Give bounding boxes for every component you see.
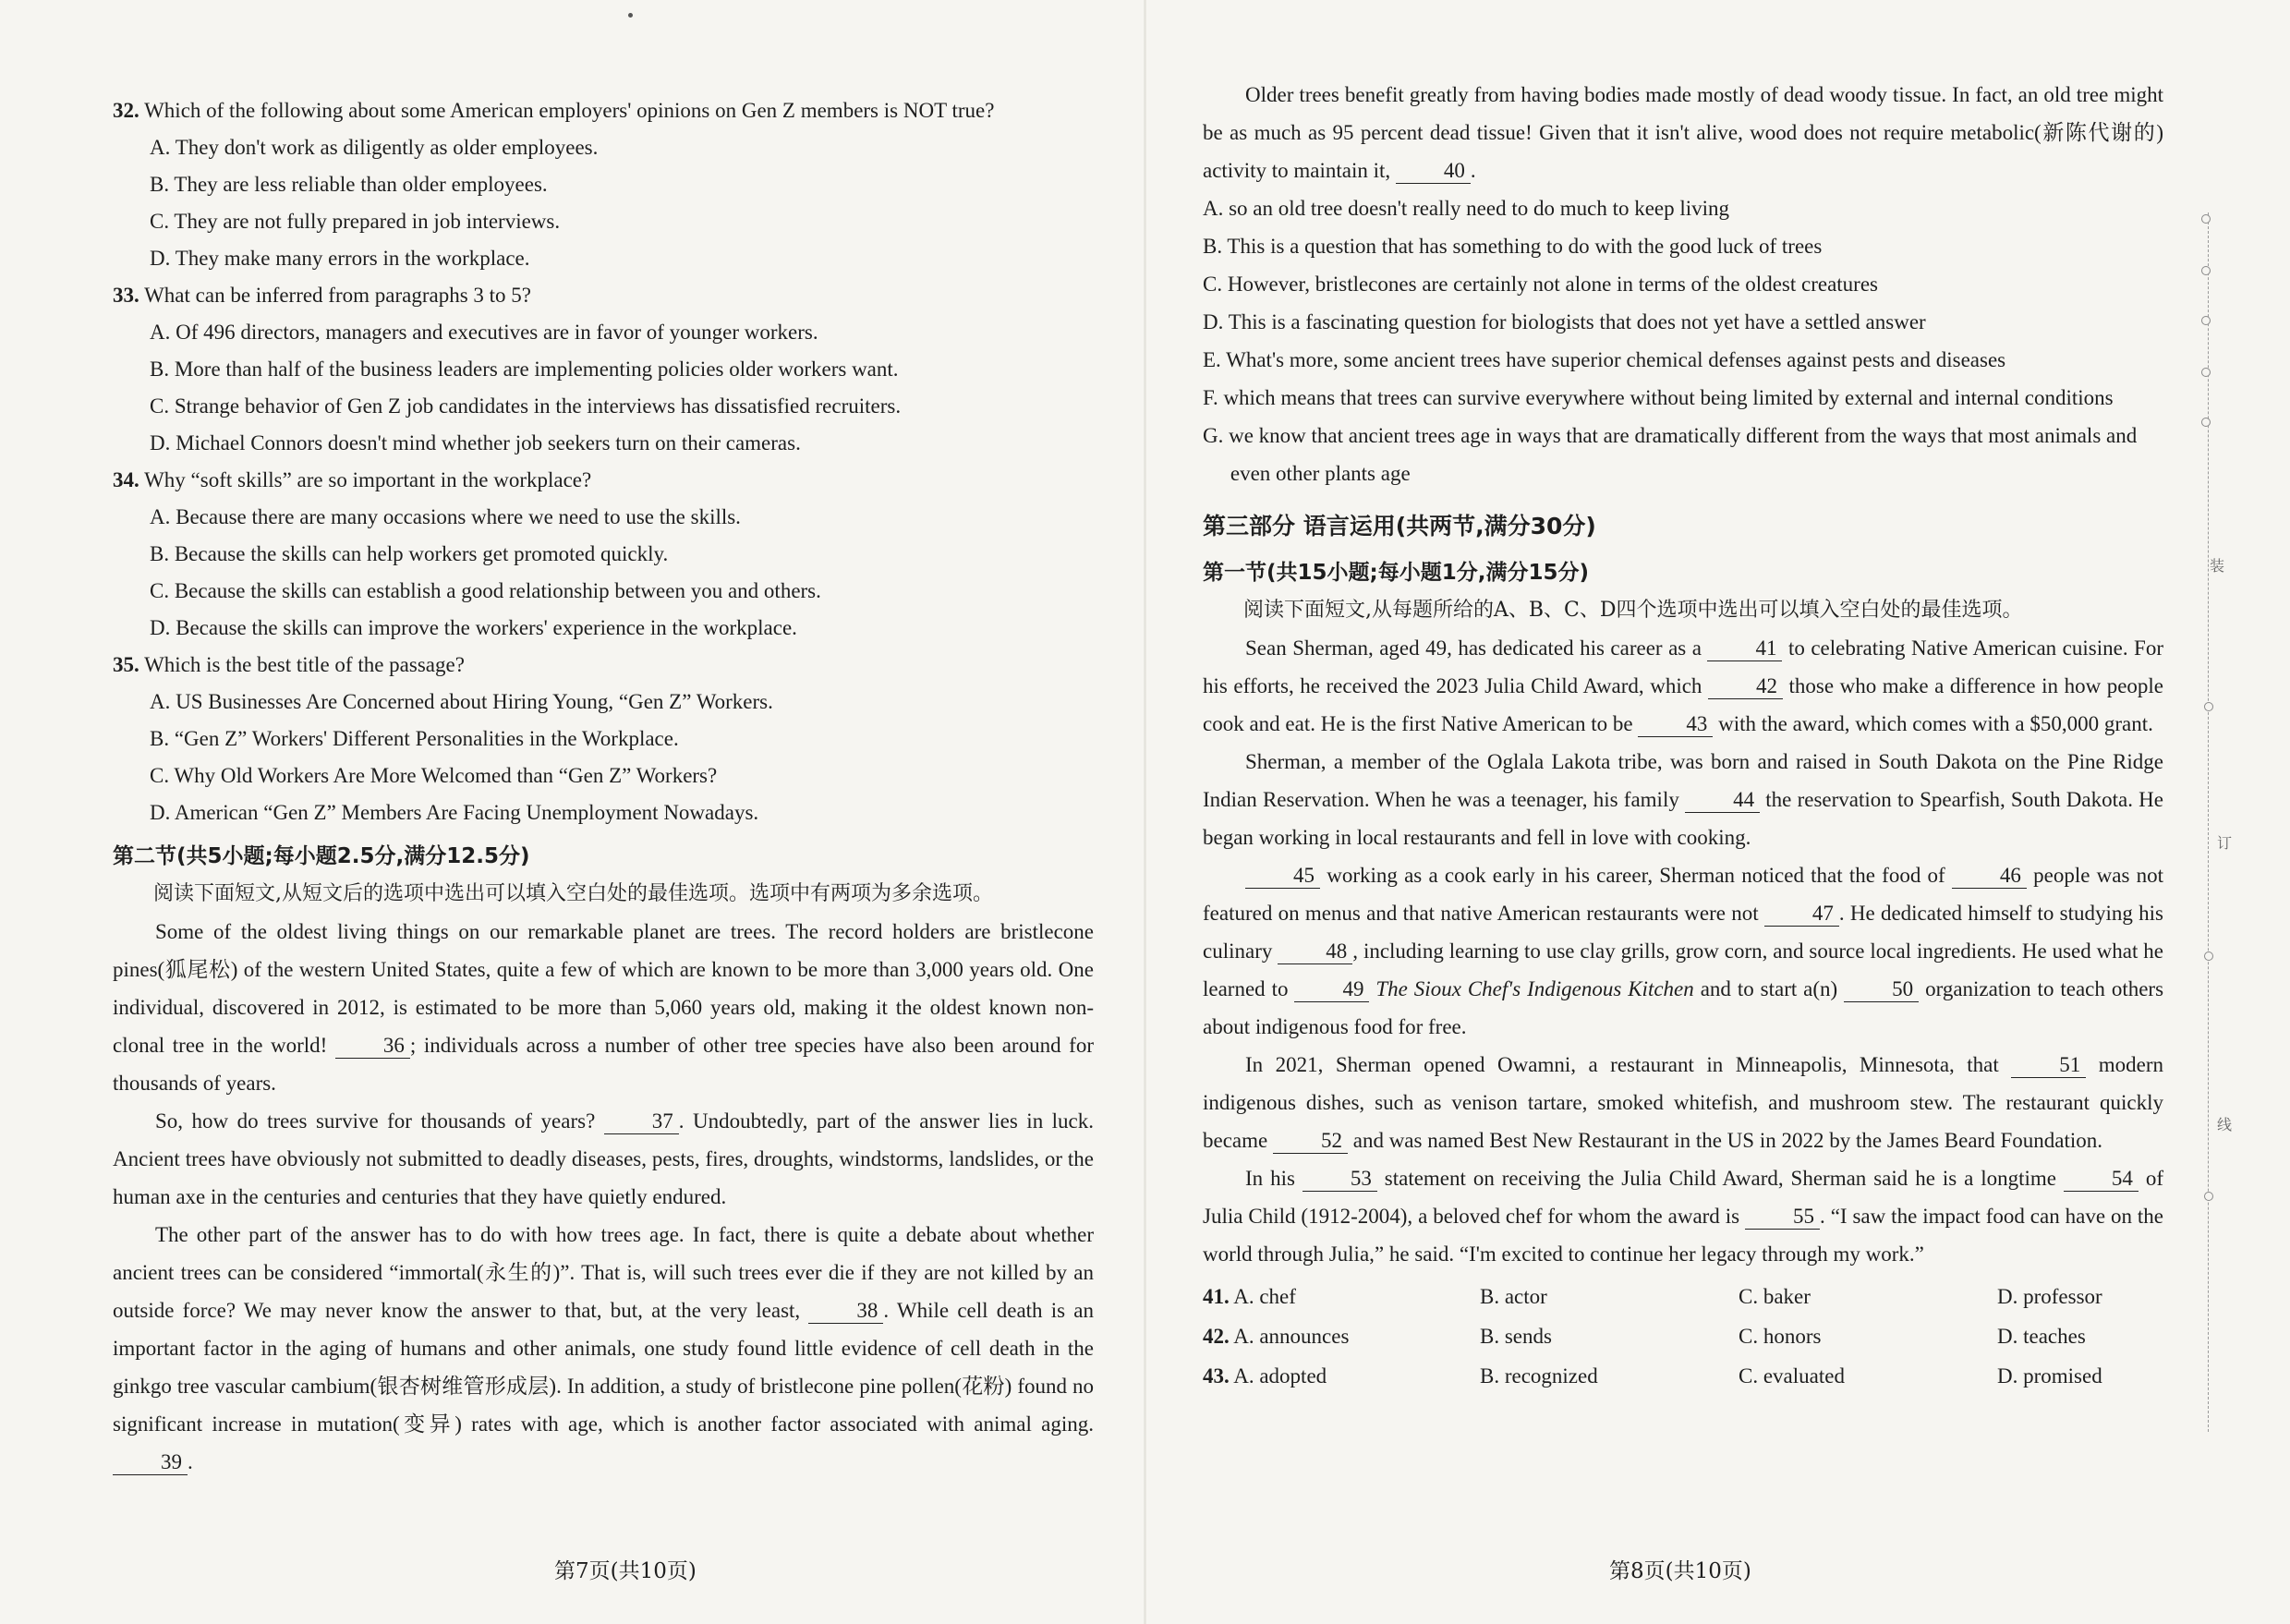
mc-42-b: B. sends [1480, 1325, 1552, 1348]
mc-number: 42. [1203, 1325, 1230, 1348]
paragraph-text: statement on receiving the Julia Child Award, Sherman said he is a longtime [1384, 1167, 2056, 1190]
blank-51: 51 [2011, 1053, 2086, 1078]
paragraph-text: . [1470, 159, 1476, 182]
section-1-instruction: 阅读下面短文,从每题所给的A、B、C、D四个选项中选出可以填入空白处的最佳选项。 [1243, 599, 2023, 622]
blank-39: 39 [113, 1450, 188, 1475]
paragraph-text: . [188, 1450, 193, 1473]
question-stem: Which is the best title of the passage? [144, 653, 465, 676]
passage-paragraph-1 [113, 913, 1094, 1102]
option-34a: A. Because there are many occasions where we need to use the skills. [150, 505, 741, 528]
choice-b: B. This is a question that has something to do with the good luck of trees [1203, 235, 1823, 258]
left-page-footer: 第7页(共10页) [554, 1559, 697, 1583]
blank-48: 48 [1278, 939, 1352, 964]
blank-53: 53 [1303, 1167, 1377, 1192]
option-35d: D. American “Gen Z” Members Are Facing Unemployment Nowadays. [150, 801, 759, 824]
binding-label: 装 [2210, 557, 2225, 575]
choice-e: E. What's more, some ancient trees have superior chemical defenses against pests and diseases [1203, 348, 2006, 371]
binding-hole-icon [2201, 316, 2211, 325]
cloze-paragraph-2 [1203, 743, 2163, 856]
option-32c: C. They are not fully prepared in job interviews. [150, 210, 561, 233]
paragraph-text: working as a cook early in his career, Sherman noticed that the food of [1327, 864, 1945, 887]
paragraph-text: In his [1245, 1167, 1295, 1190]
choice-c: C. However, bristlecones are certainly not alone in terms of the oldest creatures [1203, 273, 1878, 296]
blank-37: 37 [604, 1109, 679, 1134]
cloze-paragraph-4 [1203, 1046, 2163, 1159]
paragraph-text: The other part of the answer has to do with how trees age. In fact, there is quite a debate about whether ancient trees can be considered “immortal(永生的)”. That is, will such trees ever die if they are not killed by an outside force? We may never know the answer to that, but, at the very least, [113, 1223, 1094, 1322]
part-3-title: 第三部分 语言运用(共两节,满分30分) [1203, 513, 1596, 539]
passage-paragraph-3 [113, 1216, 1094, 1481]
mc-option: A. chef [1233, 1285, 1296, 1308]
choice-g: G. we know that ancient trees age in ways that are dramatically different from the ways that most animals and even other plants age [1203, 424, 2138, 485]
paragraph-text: those who make a difference in how people cook and eat. He is the first Native American to be [1203, 674, 2164, 735]
binding-hole-icon [2201, 368, 2211, 377]
option-32a: A. They don't work as diligently as older employees. [150, 136, 599, 159]
paragraph-text: of Julia Child (1912-2004), a beloved chef for whom the award is [1203, 1167, 2163, 1228]
binding-hole-icon [2204, 951, 2213, 961]
question-35 [113, 647, 1094, 684]
paragraph-text: the reservation to Spearfish, South Dakota. He began working in local restaurants and fell in love with cooking. [1203, 788, 2164, 849]
paragraph-text: In 2021, Sherman opened Owamni, a restaurant in Minneapolis, Minnesota, that [1245, 1053, 1999, 1076]
option-33d: D. Michael Connors doesn't mind whether job seekers turn on their cameras. [150, 431, 801, 454]
left-page-content [113, 92, 1094, 1481]
cloze-paragraph-1 [1203, 629, 2163, 743]
choice-d: D. This is a fascinating question for biologists that does not yet have a settled answer [1203, 310, 1926, 333]
binding-dashed-line [2208, 212, 2209, 1432]
blank-36: 36 [335, 1034, 410, 1059]
blank-41: 41 [1707, 636, 1782, 661]
binding-label: 订 [2217, 834, 2233, 852]
question-33 [113, 277, 1094, 314]
question-32 [113, 92, 1094, 129]
section-2-instruction: 阅读下面短文,从短文后的选项中选出可以填入空白处的最佳选项。选项中有两项为多余选项。 [153, 882, 993, 905]
blank-52: 52 [1273, 1129, 1348, 1154]
blank-55: 55 [1745, 1205, 1820, 1230]
mc-43-c: C. evaluated [1739, 1364, 1845, 1388]
blank-54: 54 [2064, 1167, 2139, 1192]
mc-option: A. adopted [1233, 1364, 1327, 1388]
choice-a: A. so an old tree doesn't really need to do much to keep living [1203, 197, 1730, 220]
question-34 [113, 462, 1094, 499]
right-page-footer: 第8页(共10页) [1609, 1559, 1751, 1583]
binding-label: 线 [2217, 1116, 2233, 1133]
blank-38: 38 [808, 1299, 883, 1324]
mc-43-a [1203, 1356, 1480, 1396]
choice-f: F. which means that trees can survive everywhere without being limited by external and internal conditions [1203, 386, 2114, 409]
mc-43-d: D. promised [1997, 1364, 2102, 1388]
paragraph-text: . He dedicated himself to studying his culinary [1203, 902, 2163, 963]
blank-49: 49 [1294, 977, 1369, 1002]
passage-paragraph-2 [113, 1102, 1094, 1216]
book-title: The Sioux Chef's Indigenous Kitchen [1375, 977, 1694, 1000]
paragraph-text: to celebrating Native American cuisine. For his efforts, he received the 2023 Julia Child Award, which [1203, 636, 2164, 697]
blank-42: 42 [1708, 674, 1783, 699]
mc-option: A. announces [1233, 1325, 1350, 1348]
cloze-paragraph-5 [1203, 1159, 2163, 1273]
right-page-content [1203, 76, 2163, 1396]
mc-41-a [1203, 1277, 1480, 1316]
paragraph-text: . “I saw the impact food can have on the world through Julia,” he said. “I'm excited to continue her legacy through my work.” [1203, 1205, 2164, 1266]
paragraph-text: Some of the oldest living things on our remarkable planet are trees. The record holders are bristlecone pines(狐尾松) of the western United States, quite a few of which are known to be more than 3,000 years old. One individual, discovered in 2012, is estimated to be more than 5,060 years old, making it the oldest known non-clonal tree in the world! [113, 920, 1094, 1057]
passage-paragraph-4 [1203, 76, 2163, 189]
option-32d: D. They make many errors in the workplace. [150, 247, 530, 270]
paragraph-text: . Undoubtedly, part of the answer lies in luck. Ancient trees have obviously not submitted to deadly diseases, pests, fires, droughts, windstorms, landslides, or the human axe in the centuries and centuries that they have quietly endured. [113, 1109, 1095, 1208]
mc-42-d: D. teaches [1997, 1325, 2086, 1348]
option-33a: A. Of 496 directors, managers and executives are in favor of younger workers. [150, 321, 818, 344]
blank-43: 43 [1638, 712, 1713, 737]
cloze-options [1203, 1277, 2163, 1396]
mc-number: 43. [1203, 1364, 1230, 1388]
blank-40: 40 [1396, 159, 1471, 184]
paragraph-text: people was not featured on menus and that native American restaurants were not [1203, 864, 2164, 925]
question-number: 35. [113, 653, 139, 676]
paragraph-text: and to start a(n) [1700, 977, 1838, 1000]
section-1-title: 第一节(共15小题;每小题1分,满分15分) [1203, 561, 1589, 585]
option-33b: B. More than half of the business leaders are implementing policies older workers want. [150, 358, 899, 381]
paragraph-text: with the award, which comes with a $50,000 grant. [1718, 712, 2153, 735]
mc-41-b: B. actor [1480, 1285, 1547, 1308]
question-stem: Why “soft skills” are so important in the workplace? [144, 468, 592, 491]
page-fold [1144, 0, 1146, 1624]
option-35a: A. US Businesses Are Concerned about Hiring Young, “Gen Z” Workers. [150, 690, 773, 713]
binding-hole-icon [2204, 702, 2213, 711]
blank-46: 46 [1952, 864, 2027, 889]
mc-41-d: D. professor [1997, 1285, 2102, 1308]
option-33c: C. Strange behavior of Gen Z job candidates in the interviews has dissatisfied recruiters. [150, 394, 902, 418]
option-34b: B. Because the skills can help workers get promoted quickly. [150, 542, 669, 565]
option-35c: C. Why Old Workers Are More Welcomed than “Gen Z” Workers? [150, 764, 718, 787]
cloze-paragraph-3 [1203, 856, 2163, 1046]
paragraph-text: ; individuals across a number of other tree species have also been around for thousands of years. [113, 1034, 1094, 1095]
question-stem: Which of the following about some American employers' opinions on Gen Z members is NOT true? [144, 99, 995, 122]
paragraph-text: modern indigenous dishes, such as venison tartare, smoked whitefish, and mushroom stew. The restaurant quickly became [1203, 1053, 2164, 1152]
binding-hole-icon [2204, 1192, 2213, 1201]
paragraph-text: and was named Best New Restaurant in the US in 2022 by the James Beard Foundation. [1352, 1129, 2102, 1152]
question-number: 32. [113, 99, 139, 122]
binding-hole-icon [2201, 266, 2211, 275]
paragraph-text: , including learning to use clay grills, grow corn, and source local ingredients. He used what he learned to [1203, 939, 2163, 1000]
paragraph-text: organization to teach others about indigenous food for free. [1203, 977, 2164, 1038]
binding-hole-icon [2201, 418, 2211, 427]
question-number: 33. [113, 284, 139, 307]
mc-41-c: C. baker [1739, 1285, 1811, 1308]
mc-43-b: B. recognized [1480, 1364, 1598, 1388]
mc-number: 41. [1203, 1285, 1230, 1308]
blank-47: 47 [1764, 902, 1839, 927]
blank-44: 44 [1685, 788, 1760, 813]
mc-42-a [1203, 1316, 1480, 1356]
question-stem: What can be inferred from paragraphs 3 to 5? [144, 284, 532, 307]
binding-hole-icon [2201, 214, 2211, 224]
option-34d: D. Because the skills can improve the workers' experience in the workplace. [150, 616, 797, 639]
option-32b: B. They are less reliable than older employees. [150, 173, 548, 196]
option-35b: B. “Gen Z” Workers' Different Personalities in the Workplace. [150, 727, 679, 750]
mc-42-c: C. honors [1739, 1325, 1822, 1348]
blank-50: 50 [1844, 977, 1919, 1002]
paragraph-text: Sean Sherman, aged 49, has dedicated his career as a [1245, 636, 1702, 660]
paragraph-text: Older trees benefit greatly from having bodies made mostly of dead woody tissue. In fact, an old tree might be as much as 95 percent dead tissue! Given that it isn't alive, wood does not require metabolic(新陈代谢的) activity to maintain it, [1203, 83, 2163, 182]
paragraph-text: . While cell death is an important factor in the aging of humans and other animals, one study found little evidence of cell death in the ginkgo tree vascular cambium(银杏树维管形成层). In addition, a study of bristlecone pine pollen(花粉) found no significant increase in mutation(变异) rates with age, which is another factor associated with animal aging. [113, 1299, 1095, 1436]
option-34c: C. Because the skills can establish a good relationship between you and others. [150, 579, 821, 602]
question-number: 34. [113, 468, 139, 491]
section-2-title: 第二节(共5小题;每小题2.5分,满分12.5分) [113, 844, 530, 868]
blank-45: 45 [1245, 864, 1320, 889]
paragraph-text: Sherman, a member of the Oglala Lakota tribe, was born and raised in South Dakota on the Pine Ridge Indian Reservation. When he was a teenager, his family [1203, 750, 2163, 811]
paragraph-text: So, how do trees survive for thousands of years? [155, 1109, 596, 1133]
